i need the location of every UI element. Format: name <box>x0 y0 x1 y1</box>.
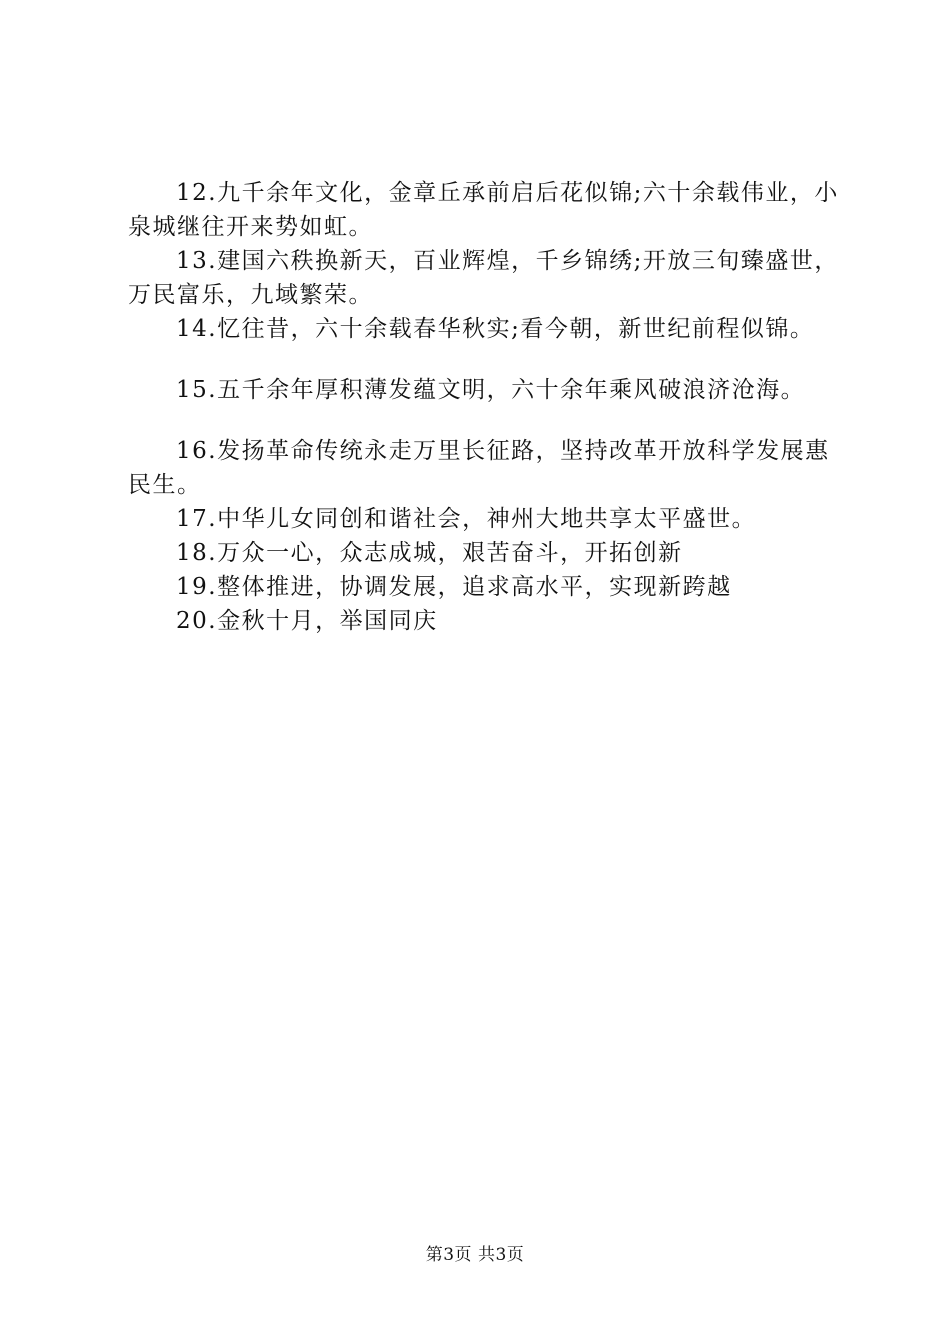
list-item: 12.九千余年文化，金章丘承前启后花似锦;六十余载伟业，小泉城继往开来势如虹。 <box>128 180 839 240</box>
page-number: 第3页 共3页 <box>425 1245 525 1265</box>
list-item: 20.金秋十月，举国同庆 <box>176 608 438 634</box>
list-item: 17.中华儿女同创和谐社会，神州大地共享太平盛世。 <box>176 506 757 532</box>
list-item: 15.五千余年厚积薄发蕴文明，六十余年乘风破浪济沧海。 <box>176 377 806 403</box>
list-item: 16.发扬革命传统永走万里长征路，坚持改革开放科学发展惠民生。 <box>128 438 830 498</box>
document-body <box>128 176 840 638</box>
list-item: 18.万众一心，众志成城，艰苦奋斗，开拓创新 <box>176 540 683 566</box>
list-item: 19.整体推进，协调发展，追求高水平，实现新跨越 <box>176 574 732 600</box>
list-item: 13.建国六秩换新天，百业辉煌，千乡锦绣;开放三旬臻盛世，万民富乐，九域繁荣。 <box>128 248 839 308</box>
page-footer <box>0 1243 950 1267</box>
list-item: 14.忆往昔，六十余载春华秋实;看今朝，新世纪前程似锦。 <box>176 316 815 342</box>
